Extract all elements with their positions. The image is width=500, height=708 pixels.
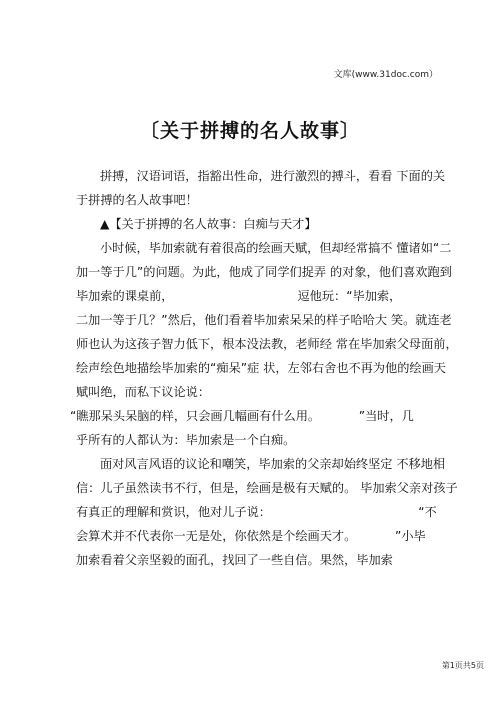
paragraph-line: “瞧那呆头呆脑的样，只会画几幅画有什么用。 ”当时，几	[70, 409, 414, 423]
paragraph-line: 毕加索的课桌前， 逗他玩：“毕加索，	[76, 289, 402, 303]
paragraph-line: 于拼搏的名人故事吧！	[76, 193, 198, 207]
paragraph-line: 面对风言风语的议论和嘲笑，毕加索的父亲却始终坚定 不移地相	[100, 457, 446, 471]
paragraph-line: 二加一等于几？”然后，他们看着毕加索呆呆的样子哈哈大 笑。就连老	[76, 313, 452, 327]
paragraph-line: 师也认为这孩子智力低下，根本没法教，老师经 常在毕加索父母面前，	[76, 337, 458, 351]
paragraph-line: 加索看着父亲坚毅的面孔，找回了一些自信。果然，毕加索	[76, 553, 393, 567]
paragraph-line: 会算术并不代表你一无是处，你依然是个绘画天才。 ”小毕	[76, 529, 426, 543]
section-heading: ▲【关于拼搏的名人故事：白痴与天才】	[100, 217, 317, 231]
paragraph-line: 有真正的理解和赏识，他对儿子说： “不	[76, 505, 437, 519]
document-body	[70, 164, 458, 572]
header-source: 文库(www.31doc.com）	[333, 70, 438, 80]
page-number-footer: 第1页共5页	[441, 661, 484, 670]
paragraph-line: 绘声绘色地描绘毕加索的“痴呆”症 状，左邻右舍也不再为他的绘画天	[76, 361, 446, 375]
paragraph-line: 乎所有的人都认为：毕加索是一个白痴。	[76, 433, 296, 447]
paragraph-line: 拼搏，汉语词语，指豁出性命，进行激烈的搏斗，看看 下面的关	[100, 169, 446, 183]
paragraph-line: 小时候，毕加索就有着很高的绘画天赋，但却经常搞不 懂诸如“二	[100, 241, 452, 255]
paragraph-line: 赋叫绝，而私下议论说：	[76, 385, 211, 399]
document-title: 〔关于拼搏的名人故事〕	[139, 120, 360, 142]
paragraph-line: 信：儿子虽然读书不行，但是，绘画是极有天赋的。 毕加索父亲对孩子	[76, 481, 458, 495]
paragraph-line: 加一等于几”的问题。为此，他成了同学们捉弄 的对象，他们喜欢跑到	[76, 265, 452, 279]
